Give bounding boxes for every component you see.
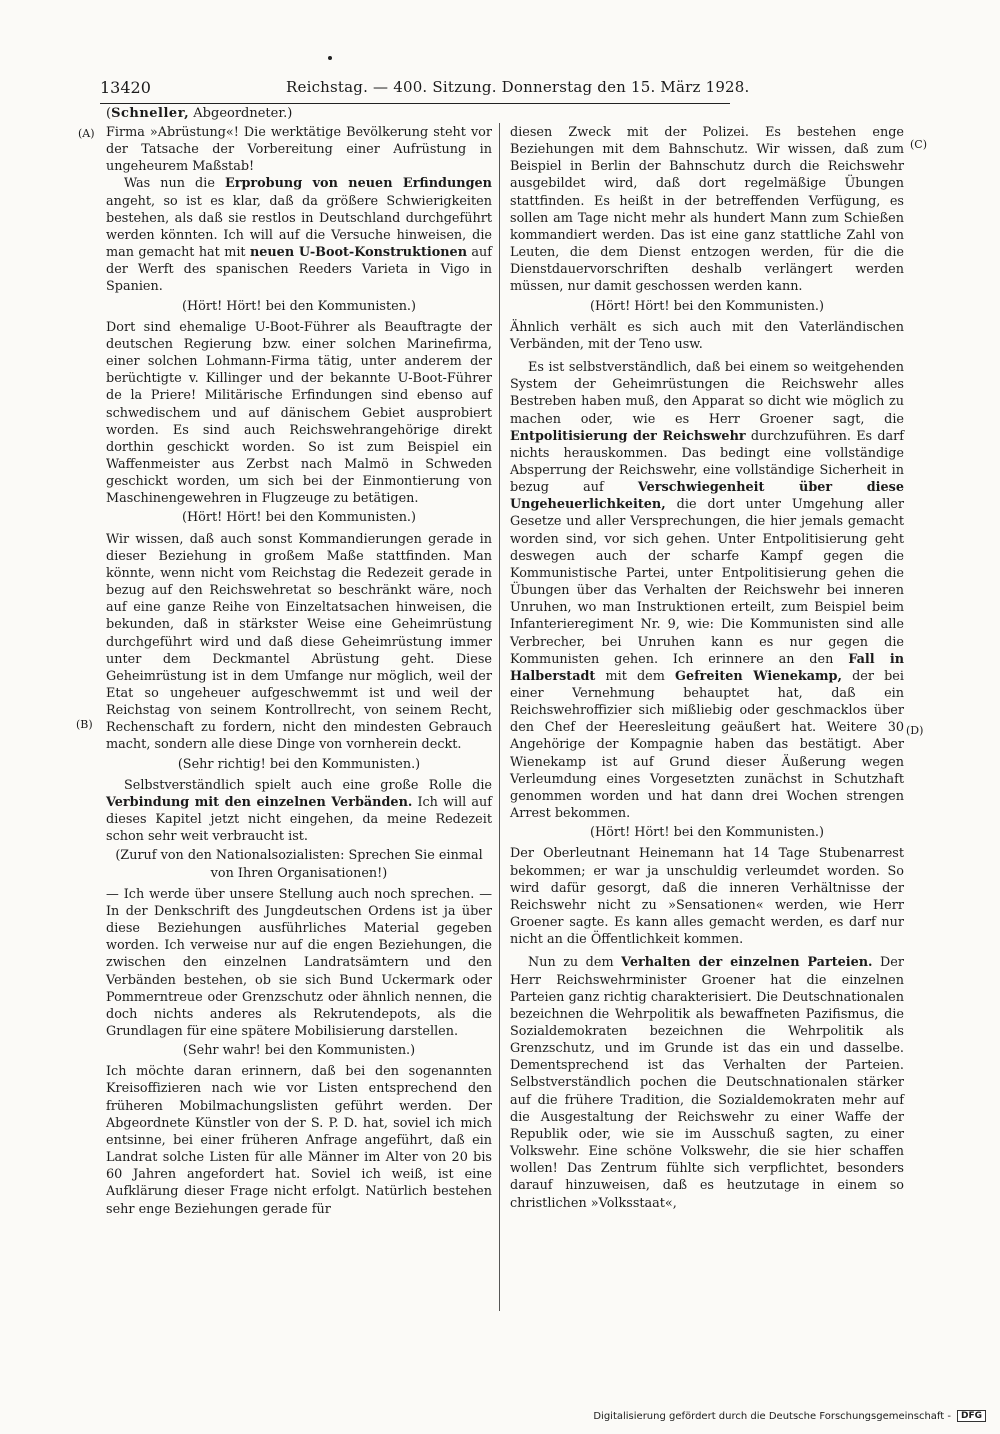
margin-marker-c: (C) [910, 138, 927, 151]
speaker-role: Abgeordneter.) [193, 106, 293, 121]
emphasis: Entpolitisierung der Reichswehr [510, 428, 746, 444]
header-rule [100, 103, 730, 104]
speaker-line: (Schneller, Abgeordneter.) [106, 106, 293, 121]
paragraph: Der Oberleutnant Heinemann hat 14 Tage Stubenarrest bekommen; er war ja unschuldig verleumdet worden. So wird dafür gesorgt, daß die inneren Verhältnisse der Reichswehr nicht zu »Sensationen« werden, wie Herr Groener sagte. Es kann alles gemacht werden, es darf nur nicht an die Öffentlichkeit kommen. [510, 846, 904, 948]
paragraph: Was nun die Erprobung von neuen Erfindungen angeht, so ist es klar, daß da größere Schwierigkeiten bestehen, als daß sie restlos in Deutschland durchgeführt werden könnten. Ich will auf die Versuche hinweisen, die man gemacht hat mit neuen U-Boot-Konstruktionen auf der Werft des spanischen Reeders Varieta in Vigo in Spanien. [106, 176, 492, 295]
interjection: (Hört! Hört! bei den Kommunisten.) [589, 825, 824, 841]
paragraph: Nun zu dem Verhalten der einzelnen Parteien. Der Herr Reichswehrminister Groener hat die einzelnen Parteien ganz richtig charakterisiert. Die Deutschnationalen bezeichnen die Wehrpolitik als bewaffneten Pazifismus, die Sozialdemokraten bezeichnen die Wehrpolitik als Grenzschutz, und im Grunde ist das ein und dasselbe. Dementsprechend ist das Verhalten der Parteien. Selbstverständlich pochen die Deutschnationalen stärker auf die frühere Tradition, die Sozialdemokraten mehr auf die Ausgestaltung der Reichswehr zu einer Waffe der Republik oder, wie sie im Ausschuß sagten, zu einer Volkswehr. Eine schöne Volkswehr, die sie hier schaffen wollen! Das Zentrum fühlte sich verpflichtet, besonders darauf hinzuweisen, daß es heutzutage in einem so christlichen »Volksstaat«, [510, 955, 904, 1211]
right-column [510, 124, 904, 1314]
ink-dot [328, 56, 332, 60]
emphasis: neuen U-Boot-Konstruktionen [249, 245, 468, 261]
interjection: (Sehr richtig! bei den Kommunisten.) [177, 756, 421, 772]
header-title: Reichstag. — 400. Sitzung. Donnerstag den 15. März 1928. [286, 78, 750, 96]
emphasis: Verhalten der einzelnen Parteien. [621, 955, 873, 971]
emphasis: Erprobung von neuen Erfindungen [224, 176, 492, 192]
paragraph: Selbstverständlich spielt auch eine große Rolle die Verbindung mit den einzelnen Verbänden. Ich will auf dieses Kapitel jetzt nicht eingehen, da meine Redezeit schon sehr weit verbraucht ist. [106, 777, 492, 845]
page-number: 13420 [100, 78, 151, 97]
interjection: (Hört! Hört! bei den Kommunisten.) [181, 298, 416, 314]
footer-credit [593, 1410, 986, 1422]
emphasis: Gefreiten Wienekamp, [675, 668, 842, 684]
paragraph: Wir wissen, daß auch sonst Kommandierungen gerade in dieser Beziehung in großem Maße stattfinden. Man könnte, wenn nicht vom Reichstag die Redezeit gerade in bezug auf den Reichswehretat so beschränkt wäre, noch auf eine ganze Reihe von Einzeltatsachen hinweisen, die bekunden, daß in stärkster Weise eine Geheimrüstung durchgeführt wird und daß diese Geheimrüstung immer unter dem Deckmantel Abrüstung geht. Diese Geheimrüstung ist in dem Umfange nur möglich, weil der Etat so ungeheuer aufgeschwemmt ist und weil der Reichstag von seinem Kontrollrecht, von seinem Recht, Rechenschaft zu fordern, nicht den mindesten Gebrauch macht, sondern alle diese Dinge von vornherein deckt. [106, 531, 492, 753]
interjection: (Zuruf von den Nationalsozialisten: Sprechen Sie einmal von Ihren Organisationen!) [115, 848, 483, 881]
dfg-logo: DFG [957, 1410, 986, 1422]
paragraph: Ich möchte daran erinnern, daß bei den sogenannten Kreisoffizieren nach wie vor Listen entsprechend den früheren Mobilmachungslisten geführt werden. Der Abgeordnete Künstler von der S. P. D. hat, soviel ich mich entsinne, bei einer früheren Anfrage angeführt, daß ein Landrat solche Listen für alle Männer im Alter von 20 bis 60 Jahren angefordert hat. Soviel ich weiß, ist eine Aufklärung dieser Frage nicht erfolgt. Natürlich bestehen sehr enge Beziehungen gerade für [106, 1064, 492, 1217]
paragraph: Dort sind ehemalige U-Boot-Führer als Beauftragte der deutschen Regierung bzw. einer solchen Marinefirma, einer solchen Lohmann-Firma tätig, unter anderem der berüchtigte v. Killinger und der bekannte U-Boot-Führer de la Priere! Militärische Erfindungen sind ebenso auf schwedischem und auf dänischem Gebiet ausprobiert worden. Es sind auch Reichswehrangehörige direkt dorthin geschickt worden. So ist zum Beispiel ein Waffenmeister aus Zerbst nach Malmö in Schweden geschickt worden, um sich bei der Einmontierung von Maschinengewehren in Flugzeuge zu betätigen. [106, 319, 492, 507]
paragraph: — Ich werde über unsere Stellung auch noch sprechen. — In der Denkschrift des Jungdeutschen Ordens ist ja über diese Beziehungen ausführliches Material gegeben worden. Ich verweise nur auf die engen Beziehungen, die zwischen den einzelnen Landratsämtern und den Verbänden bestehen, ob sie sich Bund Uckermark oder Pommerntreue oder Grenzschutz oder ähnlich nennen, die doch nichts anderes als Rekrutendepots, als die Grundlagen für eine spätere Mobilisierung darstellen. [106, 886, 492, 1039]
paragraph: Ähnlich verhält es sich auch mit den Vaterländischen Verbänden, mit der Teno usw. [510, 319, 904, 352]
margin-marker-d: (D) [906, 724, 924, 737]
footer-text: Digitalisierung gefördert durch die Deutsche Forschungsgemeinschaft - [593, 1410, 951, 1422]
margin-marker-a: (A) [78, 127, 95, 140]
page-header [100, 78, 750, 102]
left-column [106, 124, 492, 1314]
emphasis: Verbindung mit den einzelnen Verbänden. [106, 794, 413, 810]
paragraph: Es ist selbstverständlich, daß bei einem so weitgehenden System der Geheimrüstungen die Reichswehr alles Bestreben haben muß, den Apparat so dicht wie möglich zu machen oder, wie es Herr Groener sagt, die Entpolitisierung der Reichswehr durchzuführen. Es darf nichts herauskommen. Das bedingt eine vollständige Absperrung der Reichswehr, eine vollständige Sicherheit in bezug auf Verschwiegenheit über diese Ungeheuerlichkeiten, die dort unter Umgehung aller Gesetze und aller Versprechungen, die hier jemals gemacht worden sind, vor sich gehen. Unter Entpolitisierung geht deswegen auch der scharfe Kampf gegen die Kommunistische Partei, unter Entpolitisierung gehen die Übungen über das Verhalten der Reichswehr bei inneren Unruhen, wo man Instruktionen erteilt, zum Beispiel beim Infanterieregiment Nr. 9, wie: Die Kommunisten sind alle Verbrecher, bei Unruhen kann es nur gegen die Kommunisten gehen. Ich erinnere an den Fall in Halberstadt mit dem Gefreiten Wienekamp, der bei einer Vernehmung behauptet hat, daß ein Reichswehroffizier sich mißliebig oder geschmacklos über den Chef der Heeresleitung geäußert hat. Weitere 30 Angehörige der Kompagnie haben das bestätigt. Aber Wienekamp ist auf Grund dieser Äußerung wegen Verleumdung eines Vorgesetzten zunächst in Schutzhaft genommen worden und hat dann drei Wochen strengen Arrest bekommen. [510, 360, 904, 822]
margin-marker-b: (B) [76, 718, 93, 731]
emphasis: Verschwiegenheit über diese Ungeheuerlichkeiten, [510, 480, 904, 513]
interjection: (Sehr wahr! bei den Kommunisten.) [182, 1043, 416, 1059]
speaker-name: Schneller, [111, 106, 190, 121]
column-divider [499, 123, 500, 1311]
paragraph: Firma »Abrüstung«! Die werktätige Bevölkerung steht vor der Tatsache der Vorbereitung einer Aufrüstung in ungeheurem Maßstab! [106, 125, 492, 175]
interjection: (Hört! Hört! bei den Kommunisten.) [181, 510, 416, 526]
interjection: (Hört! Hört! bei den Kommunisten.) [589, 298, 824, 314]
paragraph: diesen Zweck mit der Polizei. Es bestehen enge Beziehungen mit dem Bahnschutz. Wir wissen, daß zum Beispiel in Berlin der Bahnschutz durch die Reichswehr ausgebildet wird, daß dort regelmäßige Übungen stattfinden. Es heißt in der betreffenden Verfügung, es sollen am Tage nicht mehr als hundert Mann zum Schießen kommandiert werden. Das ist eine ganz stattliche Zahl von Leuten, die dem Dienst entzogen werden, für die die Dienstdauervorschriften deshalb verlängert werden müssen, nur damit geschossen werden kann. [510, 125, 904, 295]
emphasis: Fall in Halberstadt [510, 651, 904, 684]
